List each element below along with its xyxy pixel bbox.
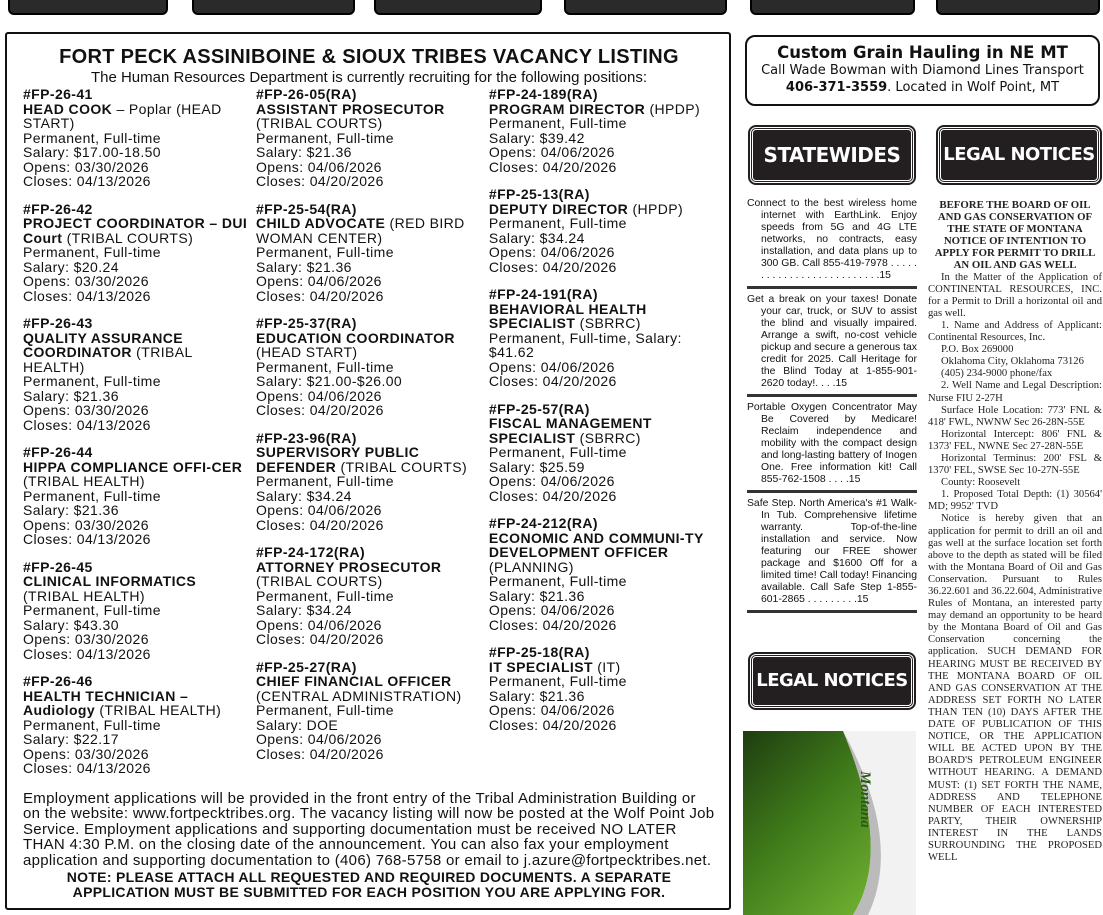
job-listing <box>489 645 709 732</box>
job-id: #FP-26-44 <box>23 444 93 460</box>
attachment-note: NOTE: PLEASE ATTACH ALL REQUESTED AND REQUIRED DOCUMENTS. A SEPARATE APPLICATION MUST BE SUBMITTED FOR EACH POSITION YOU ARE APPLYING FOR. <box>66 869 672 900</box>
job-detail: Permanent, Full-time <box>255 702 394 718</box>
job-listing <box>23 560 250 662</box>
legal-notice <box>928 199 1102 864</box>
job-listing <box>256 316 483 418</box>
job-detail: Opens: 04/06/2026 <box>488 244 615 260</box>
top-section-tab <box>564 0 727 15</box>
legal-paragraph: In the Matter of the Application of CONTINENTAL RESOURCES, INC. for a Permit to Drill a horizontal oil and gas well. <box>928 271 1102 319</box>
job-detail: Opens: 04/06/2026 <box>255 731 382 747</box>
job-department: – Poplar (HEAD START) <box>23 100 222 131</box>
job-detail: Opens: 03/30/2026 <box>23 273 149 289</box>
job-detail: Closes: 04/13/2026 <box>23 416 151 433</box>
job-detail: Permanent, Full-time <box>255 244 394 260</box>
job-detail: Salary: $34.24 <box>255 602 352 618</box>
job-detail: Permanent, Full-time <box>255 129 394 146</box>
job-detail: Salary: $17.00-18.50 <box>23 144 161 160</box>
job-title: DEPUTY DIRECTOR <box>488 200 629 217</box>
grain-ad-phone: 406-371-3559 <box>785 80 888 95</box>
job-detail: Closes: 04/20/2026 <box>488 373 617 389</box>
job-title: HIPPA COMPLIANCE OFFI-CER <box>23 458 243 475</box>
job-listing <box>23 674 250 776</box>
job-detail: Permanent, Full-time <box>23 244 161 260</box>
job-listing <box>256 545 483 647</box>
application-instructions: Employment applications will be provided in the front entry of the Tribal Administration Building or on the website: www.fortpecktribes.org. The vacancy listing will now be posted at the Wolf Point Job Service. Employment applications and supporting documentation must be received NO LATER THAN 4:30 P.M. on the closing date of the announcement. You can also fax your employment application and supporting documentation to (406) 768-5758 or email to j.azure@fortpecktribes.net. <box>23 789 715 869</box>
job-department: (HPDP) <box>645 100 701 117</box>
job-title: IT SPECIALIST <box>488 658 593 675</box>
job-listing <box>23 87 250 189</box>
grain-hauling-ad <box>745 35 1100 106</box>
job-id: #FP-26-45 <box>23 558 93 575</box>
job-department: (HEAD START) <box>255 344 358 360</box>
job-detail: Opens: 03/30/2026 <box>23 631 149 647</box>
job-detail: Closes: 04/13/2026 <box>23 760 151 776</box>
job-detail: Permanent, Full-time <box>23 716 161 733</box>
job-detail: Salary: $21.36 <box>255 258 352 275</box>
job-listing <box>489 187 709 274</box>
job-detail: Salary: $34.24 <box>255 487 352 504</box>
job-department: (TRIBAL HEALTH) <box>23 473 145 489</box>
vacancy-footer <box>23 791 715 901</box>
job-listing <box>489 87 709 174</box>
job-department: (TRIBAL COURTS) <box>336 458 468 475</box>
job-department: (PLANNING) <box>488 558 574 575</box>
top-section-tab <box>936 0 1100 15</box>
legal-paragraph: P.O. Box 269000 <box>941 344 1014 356</box>
job-detail: Permanent, Full-time <box>488 215 627 231</box>
page-curl-graphic <box>743 731 916 915</box>
job-detail: Closes: 04/13/2026 <box>23 531 151 547</box>
job-detail: Closes: 04/20/2026 <box>255 631 384 647</box>
legal-paragraph: County: Roosevelt <box>941 477 1021 489</box>
job-id: #FP-25-54(RA) <box>255 200 357 217</box>
job-listing <box>23 202 250 304</box>
job-column <box>23 87 256 789</box>
job-title: SUPERVISORY PUBLIC DEFENDER <box>255 444 420 475</box>
job-detail: Opens: 03/30/2026 <box>23 516 149 533</box>
job-department: (HPDP) <box>628 200 684 217</box>
job-detail: Permanent, Full-time <box>23 373 161 389</box>
job-id: #FP-24-212(RA) <box>488 515 598 531</box>
job-id: #FP-25-37(RA) <box>255 315 357 331</box>
job-listing <box>256 431 483 533</box>
job-title: QUALITY ASSURANCE COORDINATOR <box>23 329 184 360</box>
job-id: #FP-26-05(RA) <box>255 86 357 102</box>
job-title: EDUCATION COORDINATOR <box>255 329 455 346</box>
job-detail: Salary: $21.00-$26.00 <box>255 373 403 389</box>
job-id: #FP-26-42 <box>23 200 93 217</box>
job-listing <box>489 287 709 389</box>
job-detail: Permanent, Full-time <box>488 573 627 589</box>
job-detail: Opens: 04/06/2026 <box>488 144 615 160</box>
job-detail: Closes: 04/20/2026 <box>255 402 384 418</box>
job-detail: Salary: $21.36 <box>255 144 352 160</box>
job-id: #FP-26-46 <box>23 673 93 689</box>
top-section-tab <box>8 0 168 15</box>
job-detail: Closes: 04/20/2026 <box>255 287 384 304</box>
job-detail: Closes: 04/20/2026 <box>255 516 384 533</box>
job-id: #FP-23-96(RA) <box>255 429 357 446</box>
job-detail: Opens: 04/06/2026 <box>255 273 382 289</box>
job-detail: Salary: $21.36 <box>23 387 119 404</box>
job-detail: Opens: 04/06/2026 <box>255 387 382 404</box>
job-id: #FP-25-27(RA) <box>255 658 357 675</box>
job-detail: Salary: $21.36 <box>488 587 585 604</box>
job-detail: Closes: 04/20/2026 <box>488 616 617 633</box>
job-detail: Opens: 03/30/2026 <box>23 745 149 762</box>
job-detail: Permanent, Full-time <box>23 487 161 504</box>
legal-notices-header-2: LEGAL NOTICES <box>750 654 914 708</box>
job-detail: Permanent, Full-time <box>488 673 627 689</box>
job-detail: Opens: 04/06/2026 <box>488 473 615 489</box>
vacancy-listing-ad <box>5 32 731 910</box>
job-detail: Opens: 04/06/2026 <box>488 602 615 618</box>
job-detail: Opens: 04/06/2026 <box>255 616 382 633</box>
job-title: ASSISTANT PROSECUTOR <box>255 100 445 117</box>
job-detail: Closes: 04/20/2026 <box>255 173 384 189</box>
job-id: #FP-24-189(RA) <box>488 86 598 102</box>
job-detail: Permanent, Full-time <box>23 129 161 146</box>
job-detail: Closes: 04/20/2026 <box>255 745 384 762</box>
job-title: BEHAVIORAL HEALTH SPECIALIST <box>488 300 647 331</box>
job-columns <box>23 87 715 789</box>
grain-ad-title: Custom Grain Hauling in NE MT <box>777 43 1068 62</box>
classified-ad: Portable Oxygen Concentrator May Be Covered by Medicare! Reclaim independence and mobility with the compact design and long-lasting battery of Inogen One. Free information kit! Call 855-762-1508 . . . .15 <box>747 402 917 493</box>
job-column <box>256 87 489 789</box>
job-detail: Opens: 04/06/2026 <box>255 502 382 518</box>
job-id: #FP-25-13(RA) <box>488 186 590 202</box>
job-department: (SBRRC) <box>575 315 641 331</box>
legal-paragraph: Notice is hereby given that an application for permit to drill an oil and gas well at the surface location set forth above to the depth as stated will be filed with the Montana Board of Oil and Gas Conservation. Pursuant to Rules 36.22.601 and 36.22.604, Administrative Rules of Montana, an interested party may demand an opportunity to be heard by the Montana Board of Oil and Gas Conservation concerning the application. SUCH DEMAND FOR HEARING MUST BE RECEIVED BY THE MONTANA BOARD OF OIL AND GAS CONSERVATION AT THE ADDRESS SET FORTH NO LATER THAN TEN (10) DAYS AFTER THE DATE OF PUBLICATION OF THIS NOTICE, OR THE APPLICATION WILL BE ACTED UPON BY THE BOARD'S PETROLEUM ENGINEER WITHOUT HEARING. A DEMAND MUST: (1) SET FORTH THE NAME, ADDRESS AND TELEPHONE NUMBER OF EACH INTERESTED PARTY, THEIR OWNERSHIP INTEREST IN THE LANDS SURROUNDING THE PROPOSED WELL <box>928 513 1102 864</box>
job-detail: Closes: 04/20/2026 <box>488 487 617 504</box>
job-title: ECONOMIC AND COMMUNI-TY DEVELOPMENT OFFICER <box>488 529 704 560</box>
grain-ad-line2 <box>747 79 1098 96</box>
top-section-tab <box>192 0 355 15</box>
statewides-header: STATEWIDES <box>750 127 914 183</box>
classified-ad: Safe Step. North America's #1 Walk-In Tub. Comprehensive lifetime warranty. Top-of-the-line installation and service. Now featuring our FREE shower package and $1600 Off for a limited time! Call today! Financing available. Call Safe Step 1-855-601-2865 . . . . . . . . .15 <box>747 498 917 613</box>
job-detail: Closes: 04/13/2026 <box>23 287 151 304</box>
job-listing <box>256 87 483 189</box>
job-title: CHIEF FINANCIAL OFFICER <box>255 673 452 689</box>
job-detail: Opens: 04/06/2026 <box>488 702 615 718</box>
job-detail: Salary: $34.24 <box>488 229 585 246</box>
job-id: #FP-24-191(RA) <box>488 286 598 302</box>
job-listing <box>256 660 483 762</box>
job-detail: Permanent, Full-time <box>23 602 161 618</box>
legal-notices-header: LEGAL NOTICES <box>938 127 1100 183</box>
job-detail: Permanent, Full-time <box>255 587 394 604</box>
svg-text:Montana: Montana <box>857 771 873 828</box>
job-department: (TRIBAL COURTS) <box>62 229 194 246</box>
job-id: #FP-25-18(RA) <box>488 644 590 660</box>
job-department: (SBRRC) <box>575 429 641 446</box>
job-detail: Permanent, Full-time <box>255 473 394 489</box>
grain-ad-location: . Located in Wolf Point, MT <box>887 80 1060 95</box>
job-id: #FP-26-43 <box>23 315 93 331</box>
job-title: HEALTH TECHNICIAN – Audiology <box>23 687 189 718</box>
job-title: ATTORNEY PROSECUTOR <box>255 558 442 575</box>
job-column <box>489 87 715 789</box>
montana-newspaper-association-logo <box>743 731 916 915</box>
job-detail: Salary: $21.36 <box>23 502 119 518</box>
job-title: FISCAL MANAGEMENT SPECIALIST <box>488 415 652 446</box>
job-title: CLINICAL INFORMATICS <box>23 573 197 589</box>
job-detail: Salary: $22.17 <box>23 731 119 747</box>
job-detail: Salary: $25.59 <box>488 458 585 475</box>
job-listing <box>489 516 709 632</box>
job-detail: Permanent, Full-time <box>488 444 627 460</box>
legal-paragraph: Surface Hole Location: 773' FNL & 418' FWL, NWNW Sec 26-28N-55E <box>928 404 1102 428</box>
job-listing <box>23 445 250 547</box>
job-department: (TRIBAL HEALTH) <box>95 702 222 718</box>
vacancy-subtitle: The Human Resources Department is currently recruiting for the following positions: <box>90 69 648 86</box>
job-listing <box>23 316 250 432</box>
job-detail: Permanent, Full-time <box>488 115 627 131</box>
legal-paragraph: 1. Proposed Total Depth: (1) 30564' MD; 9952' TVD <box>928 489 1102 513</box>
legal-paragraph: Horizontal Terminus: 200' FSL & 1370' FEL, SWSE Sec 10-27N-55E <box>928 452 1102 477</box>
legal-paragraph: (405) 234-9000 phone/fax <box>941 368 1053 380</box>
job-detail: Salary: $39.42 <box>488 129 585 146</box>
job-detail: Salary: $43.30 <box>23 616 119 633</box>
job-listing <box>489 402 709 504</box>
job-department: (RED BIRD WOMAN CENTER) <box>255 215 465 246</box>
legal-paragraph: Oklahoma City, Oklahoma 73126 <box>941 356 1084 368</box>
job-id: #FP-24-172(RA) <box>255 544 366 560</box>
job-detail: Opens: 03/30/2026 <box>23 402 149 418</box>
job-detail: Permanent, Full-time, Salary: $41.62 <box>488 329 682 360</box>
top-section-tab <box>750 0 915 15</box>
job-id: #FP-26-41 <box>23 86 93 102</box>
job-detail: Salary: $20.24 <box>23 258 119 275</box>
legal-paragraph: 2. Well Name and Legal Description: Nurse FIU 2-27H <box>928 380 1102 404</box>
job-title: HEAD COOK <box>23 100 113 117</box>
classified-ad: Connect to the best wireless home internet with EarthLink. Enjoy speeds from 5G and 4G LTE networks, no contracts, easy installation, and data plans up to 300 GB. Call 855-419-7978 . . . . . . . . . . . . . . . . . . . . . . . . . .15 <box>747 198 917 289</box>
job-department: (CENTRAL ADMINISTRATION) <box>255 687 462 704</box>
job-detail: Closes: 04/13/2026 <box>23 173 151 189</box>
statewide-classifieds <box>747 198 917 618</box>
job-title: CHILD ADVOCATE <box>255 215 386 231</box>
job-department: (TRIBAL HEALTH) <box>23 587 145 604</box>
job-detail: Closes: 04/20/2026 <box>488 716 617 733</box>
job-id: #FP-25-57(RA) <box>488 400 590 417</box>
top-section-tab <box>374 0 542 15</box>
job-department: (TRIBAL COURTS) <box>255 115 383 131</box>
grain-ad-line1: Call Wade Bowman with Diamond Lines Transport <box>761 63 1084 78</box>
legal-notice-heading: BEFORE THE BOARD OF OIL AND GAS CONSERVATION OF THE STATE OF MONTANA NOTICE OF INTENTION TO APPLY FOR PERMIT TO DRILL AN OIL AND GAS WELL <box>934 199 1096 272</box>
legal-paragraph: 1. Name and Address of Applicant: Continental Resources, Inc. <box>928 319 1102 344</box>
job-title: PROGRAM DIRECTOR <box>488 100 646 117</box>
job-detail: Opens: 03/30/2026 <box>23 158 149 175</box>
vacancy-title: FORT PECK ASSINIBOINE & SIOUX TRIBES VACANCY LISTING <box>59 46 679 68</box>
job-detail: Permanent, Full-time <box>255 358 394 375</box>
job-title: PROJECT COORDINATOR – DUI Court <box>23 215 248 246</box>
legal-paragraph: Horizontal Intercept: 806' FNL & 1373' FEL, NWNE Sec 27-28N-55E <box>928 428 1102 452</box>
job-department: (TRIBAL HEALTH) <box>23 344 193 375</box>
job-detail: Closes: 04/13/2026 <box>23 645 151 662</box>
job-detail: Opens: 04/06/2026 <box>488 358 615 375</box>
job-listing <box>256 202 483 304</box>
job-detail: Salary: $21.36 <box>488 687 585 704</box>
job-detail: Opens: 04/06/2026 <box>255 158 382 175</box>
job-detail: Salary: DOE <box>255 716 339 733</box>
job-detail: Closes: 04/20/2026 <box>488 158 617 175</box>
job-department: (TRIBAL COURTS) <box>255 573 383 589</box>
job-detail: Closes: 04/20/2026 <box>488 258 617 275</box>
job-department: (IT) <box>592 658 621 675</box>
classified-ad: Get a break on your taxes! Donate your car, truck, or SUV to assist the blind and visually impaired. Arrange a swift, no-cost vehicle pickup and secure a generous tax credit for 2025. Call Heritage for the Blind Today at 1-855-901-2620 today!. . . .15 <box>747 294 917 397</box>
